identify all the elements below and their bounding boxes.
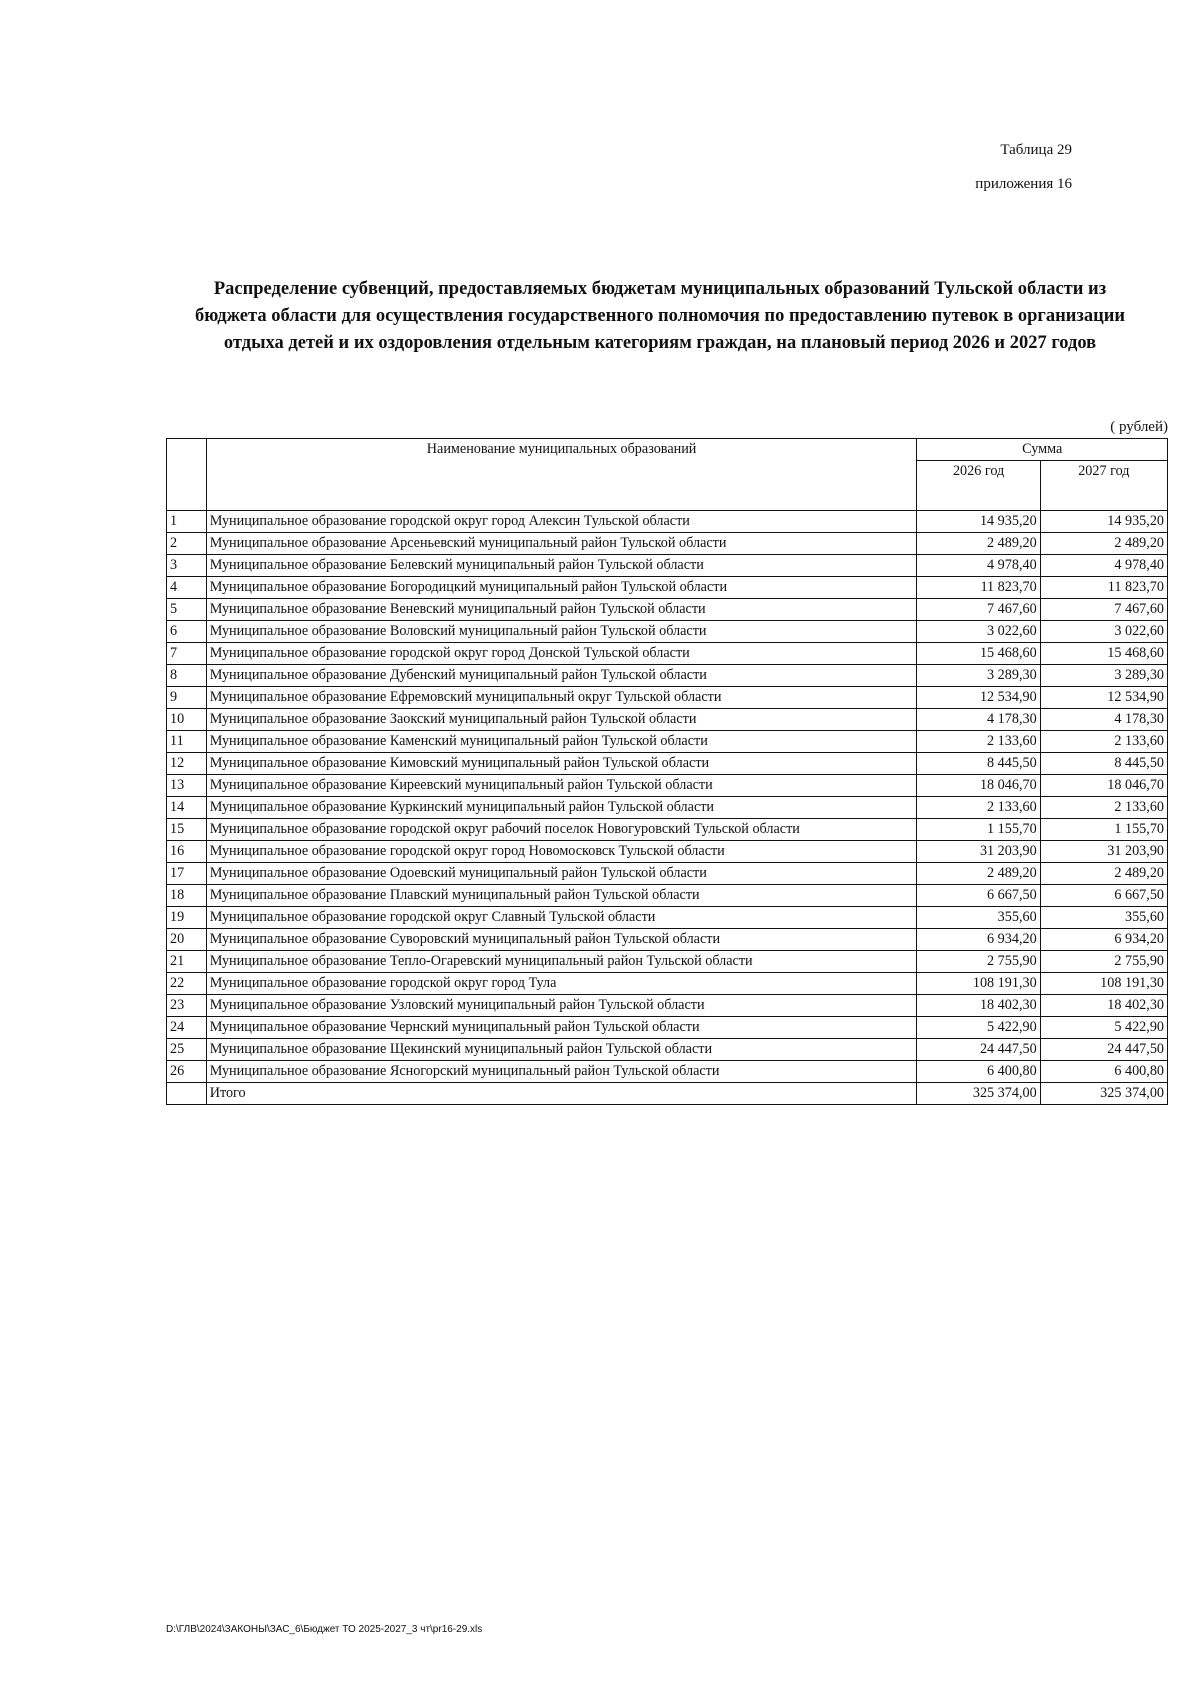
title-line: Распределение субвенций, предоставляемых бюджетам муниципальных образований Тульской области из <box>213 279 1107 299</box>
municipality-name: Муниципальное образование Каменский муниципальный район Тульской области <box>206 731 917 753</box>
amount-2026: 4 978,40 <box>917 555 1040 577</box>
amount-2027: 8 445,50 <box>1040 753 1167 775</box>
amount-2027: 24 447,50 <box>1040 1039 1167 1061</box>
table-row <box>167 533 1168 555</box>
municipality-name: Муниципальное образование Ясногорский муниципальный район Тульской области <box>206 1061 917 1083</box>
table-row <box>167 687 1168 709</box>
amount-2027: 6 400,80 <box>1040 1061 1167 1083</box>
row-number: 2 <box>167 533 207 555</box>
municipality-name: Муниципальное образование Кимовский муниципальный район Тульской области <box>206 753 917 775</box>
row-number: 24 <box>167 1017 207 1039</box>
municipality-name: Муниципальное образование городской округ Славный Тульской области <box>206 907 917 929</box>
table-row <box>167 995 1168 1017</box>
table-row <box>167 665 1168 687</box>
municipality-name: Муниципальное образование Одоевский муниципальный район Тульской области <box>206 863 917 885</box>
row-number: 14 <box>167 797 207 819</box>
amount-2026: 4 178,30 <box>917 709 1040 731</box>
row-number: 19 <box>167 907 207 929</box>
row-number: 26 <box>167 1061 207 1083</box>
table-row <box>167 841 1168 863</box>
total-2026: 325 374,00 <box>917 1083 1040 1105</box>
municipality-name: Муниципальное образование Богородицкий муниципальный район Тульской области <box>206 577 917 599</box>
amount-2027: 2 133,60 <box>1040 797 1167 819</box>
table-row <box>167 1039 1168 1061</box>
table-row <box>167 863 1168 885</box>
table-row <box>167 621 1168 643</box>
amount-2027: 108 191,30 <box>1040 973 1167 995</box>
amount-2026: 11 823,70 <box>917 577 1040 599</box>
amount-2027: 14 935,20 <box>1040 511 1167 533</box>
table-row <box>167 577 1168 599</box>
amount-2027: 11 823,70 <box>1040 577 1167 599</box>
row-number: 8 <box>167 665 207 687</box>
municipality-name: Муниципальное образование Плавский муниципальный район Тульской области <box>206 885 917 907</box>
amount-2027: 18 402,30 <box>1040 995 1167 1017</box>
municipality-name: Муниципальное образование Куркинский муниципальный район Тульской области <box>206 797 917 819</box>
amount-2026: 2 133,60 <box>917 797 1040 819</box>
amount-2026: 7 467,60 <box>917 599 1040 621</box>
row-number: 25 <box>167 1039 207 1061</box>
table-row <box>167 511 1168 533</box>
amount-2026: 6 400,80 <box>917 1061 1040 1083</box>
amount-2026: 2 755,90 <box>917 951 1040 973</box>
municipality-name: Муниципальное образование Воловский муниципальный район Тульской области <box>206 621 917 643</box>
amount-2026: 15 468,60 <box>917 643 1040 665</box>
table-row <box>167 819 1168 841</box>
amount-2026: 6 934,20 <box>917 929 1040 951</box>
municipality-name: Муниципальное образование Киреевский муниципальный район Тульской области <box>206 775 917 797</box>
table-row <box>167 753 1168 775</box>
table-body <box>167 511 1168 1083</box>
municipality-name: Муниципальное образование Арсеньевский муниципальный район Тульской области <box>206 533 917 555</box>
table-number-label: Таблица 29 <box>1000 142 1072 158</box>
total-row <box>167 1083 1168 1105</box>
table-row <box>167 1017 1168 1039</box>
municipality-name: Муниципальное образование городской округ рабочий поселок Новогуровский Тульской области <box>206 819 917 841</box>
row-number: 13 <box>167 775 207 797</box>
row-number: 4 <box>167 577 207 599</box>
amount-2026: 1 155,70 <box>917 819 1040 841</box>
amount-2027: 12 534,90 <box>1040 687 1167 709</box>
amount-2027: 2 489,20 <box>1040 863 1167 885</box>
amount-2026: 5 422,90 <box>917 1017 1040 1039</box>
title-line: отдыха детей и их оздоровления отдельным категориям граждан, на плановый период 2026 и 2027 годов <box>223 333 1097 353</box>
amount-2026: 3 289,30 <box>917 665 1040 687</box>
row-number: 3 <box>167 555 207 577</box>
municipality-name: Муниципальное образование Суворовский муниципальный район Тульской области <box>206 929 917 951</box>
municipality-name: Муниципальное образование Веневский муниципальный район Тульской области <box>206 599 917 621</box>
amount-2026: 2 489,20 <box>917 533 1040 555</box>
row-number: 18 <box>167 885 207 907</box>
table-row <box>167 731 1168 753</box>
row-number: 21 <box>167 951 207 973</box>
title-line: бюджета области для осуществления государственного полномочия по предоставлению путевок в организации <box>194 306 1126 326</box>
amount-2026: 31 203,90 <box>917 841 1040 863</box>
amount-2026: 18 402,30 <box>917 995 1040 1017</box>
municipality-name: Муниципальное образование Чернский муниципальный район Тульской области <box>206 1017 917 1039</box>
amount-2026: 355,60 <box>917 907 1040 929</box>
amount-2027: 31 203,90 <box>1040 841 1167 863</box>
municipality-name: Муниципальное образование городской округ город Донской Тульской области <box>206 643 917 665</box>
municipality-name: Муниципальное образование Белевский муниципальный район Тульской области <box>206 555 917 577</box>
total-number-cell <box>167 1083 207 1105</box>
municipality-name: Муниципальное образование Щекинский муниципальный район Тульской области <box>206 1039 917 1061</box>
row-number: 12 <box>167 753 207 775</box>
amount-2027: 2 755,90 <box>1040 951 1167 973</box>
table-row <box>167 1061 1168 1083</box>
document-title <box>160 276 1160 357</box>
municipality-name: Муниципальное образование Ефремовский муниципальный округ Тульской области <box>206 687 917 709</box>
row-number: 10 <box>167 709 207 731</box>
amount-2027: 4 978,40 <box>1040 555 1167 577</box>
table-row <box>167 643 1168 665</box>
row-number: 22 <box>167 973 207 995</box>
amount-2026: 108 191,30 <box>917 973 1040 995</box>
table-row <box>167 951 1168 973</box>
row-number: 23 <box>167 995 207 1017</box>
municipality-name: Муниципальное образование Узловский муниципальный район Тульской области <box>206 995 917 1017</box>
header-year-2027: 2027 год <box>1040 461 1167 511</box>
row-number: 7 <box>167 643 207 665</box>
amount-2026: 8 445,50 <box>917 753 1040 775</box>
amount-2027: 4 178,30 <box>1040 709 1167 731</box>
table-row <box>167 775 1168 797</box>
row-number: 11 <box>167 731 207 753</box>
subvention-table <box>166 438 1168 1105</box>
amount-2027: 3 022,60 <box>1040 621 1167 643</box>
amount-2026: 24 447,50 <box>917 1039 1040 1061</box>
amount-2027: 355,60 <box>1040 907 1167 929</box>
municipality-name: Муниципальное образование городской округ город Тула <box>206 973 917 995</box>
amount-2027: 15 468,60 <box>1040 643 1167 665</box>
municipality-name: Муниципальное образование Заокский муниципальный район Тульской области <box>206 709 917 731</box>
header-sum: Сумма <box>917 439 1168 461</box>
amount-2027: 7 467,60 <box>1040 599 1167 621</box>
amount-2026: 12 534,90 <box>917 687 1040 709</box>
total-2027: 325 374,00 <box>1040 1083 1167 1105</box>
municipality-name: Муниципальное образование городской округ город Алексин Тульской области <box>206 511 917 533</box>
file-path: D:\ГЛВ\2024\ЗАКОНЫ\ЗАС_6\Бюджет ТО 2025-2027_3 чт\pr16-29.xls <box>166 1624 483 1635</box>
table-row <box>167 599 1168 621</box>
row-number: 15 <box>167 819 207 841</box>
amount-2027: 2 489,20 <box>1040 533 1167 555</box>
table-row <box>167 555 1168 577</box>
amount-2026: 18 046,70 <box>917 775 1040 797</box>
amount-2027: 5 422,90 <box>1040 1017 1167 1039</box>
table-row <box>167 709 1168 731</box>
row-number: 5 <box>167 599 207 621</box>
row-number: 16 <box>167 841 207 863</box>
amount-2027: 6 667,50 <box>1040 885 1167 907</box>
header-number-cell <box>167 439 207 511</box>
table-row <box>167 929 1168 951</box>
amount-2026: 3 022,60 <box>917 621 1040 643</box>
table-row <box>167 907 1168 929</box>
municipality-name: Муниципальное образование Дубенский муниципальный район Тульской области <box>206 665 917 687</box>
total-label: Итого <box>206 1083 917 1105</box>
appendix-label: приложения 16 <box>975 176 1072 192</box>
amount-2026: 2 133,60 <box>917 731 1040 753</box>
municipality-name: Муниципальное образование городской округ город Новомосковск Тульской области <box>206 841 917 863</box>
table-row <box>167 973 1168 995</box>
units-label: ( рублей) <box>1110 419 1168 435</box>
amount-2027: 3 289,30 <box>1040 665 1167 687</box>
amount-2027: 18 046,70 <box>1040 775 1167 797</box>
row-number: 1 <box>167 511 207 533</box>
amount-2026: 14 935,20 <box>917 511 1040 533</box>
header-name: Наименование муниципальных образований <box>206 439 917 511</box>
municipality-name: Муниципальное образование Тепло-Огаревский муниципальный район Тульской области <box>206 951 917 973</box>
table-row <box>167 797 1168 819</box>
amount-2027: 2 133,60 <box>1040 731 1167 753</box>
amount-2027: 6 934,20 <box>1040 929 1167 951</box>
header-year-2026: 2026 год <box>917 461 1040 511</box>
amount-2027: 1 155,70 <box>1040 819 1167 841</box>
row-number: 9 <box>167 687 207 709</box>
row-number: 20 <box>167 929 207 951</box>
row-number: 17 <box>167 863 207 885</box>
amount-2026: 2 489,20 <box>917 863 1040 885</box>
row-number: 6 <box>167 621 207 643</box>
table-row <box>167 885 1168 907</box>
amount-2026: 6 667,50 <box>917 885 1040 907</box>
